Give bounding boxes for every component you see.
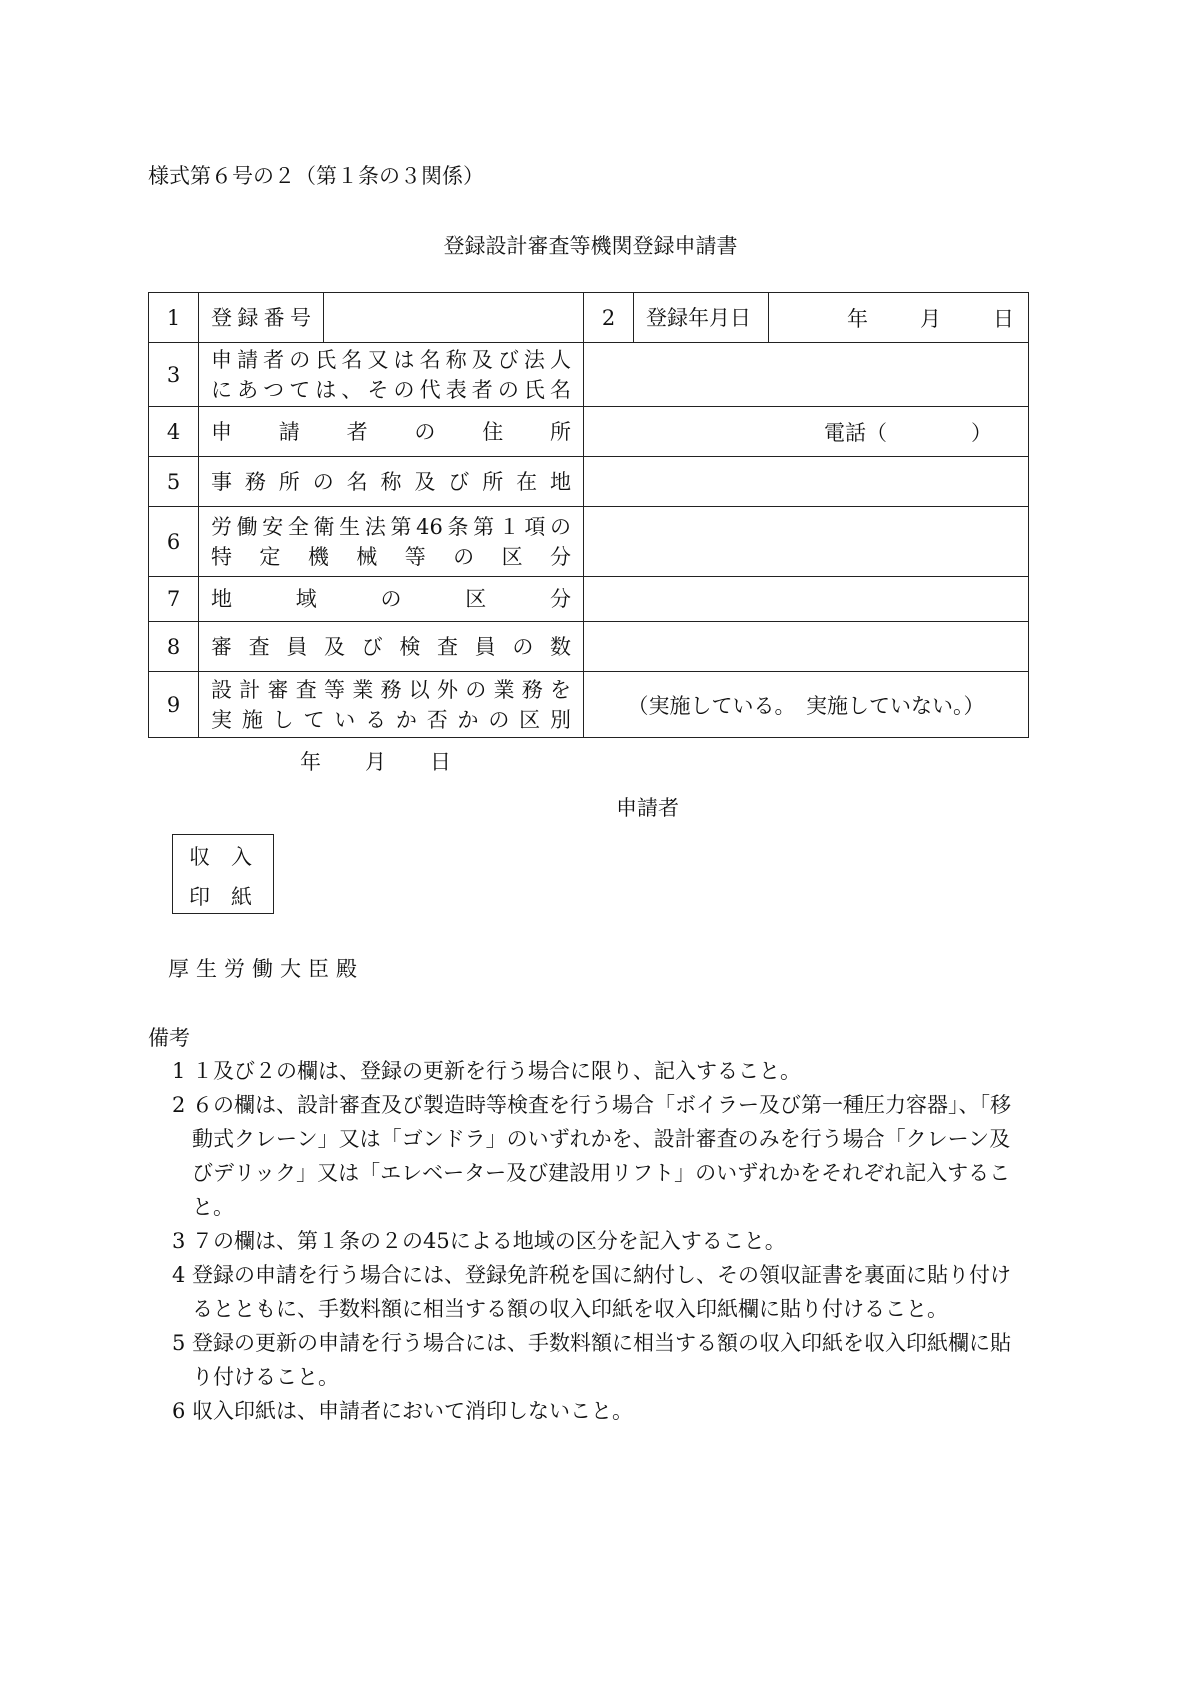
region-label: 地域の区分 <box>199 577 584 622</box>
table-row <box>149 293 1029 343</box>
inspector-count-field[interactable] <box>584 622 1029 672</box>
stamp-label-line1: 収 入 <box>189 845 252 869</box>
notes-heading: 備考 <box>148 1026 190 1050</box>
table-row <box>149 577 1029 622</box>
registration-date-label: 登録年月日 <box>634 293 769 343</box>
note-text: １及び２の欄は、登録の更新を行う場合に限り、記入すること。 <box>192 1059 801 1083</box>
other-business-field[interactable]: （実施している。 実施していない。） <box>584 672 1029 738</box>
application-date <box>300 746 495 776</box>
machine-category-field[interactable] <box>584 507 1029 577</box>
year-label: 年 <box>847 306 868 331</box>
note-text: 登録の申請を行う場合には、登録免許税を国に納付し、その領収証書を裏面に貼り付けるとともに、手数料額に相当する額の収入印紙を収入印紙欄に貼り付けること。 <box>192 1263 1011 1321</box>
registration-date-field[interactable] <box>769 293 1029 343</box>
day-label: 日 <box>430 750 451 774</box>
phone-label: 電話（ ） <box>824 420 992 445</box>
inspector-count-label: 審査員及び検査員の数 <box>199 622 584 672</box>
applicant-address-field[interactable] <box>584 407 1029 457</box>
month-label: 月 <box>365 750 386 774</box>
note-number: 3 <box>172 1229 186 1253</box>
row-number: 1 <box>149 293 199 343</box>
note-text: 収入印紙は、申請者において消印しないこと。 <box>192 1399 633 1423</box>
applicant-name-label: 申請者の氏名又は名称及び法人 にあつては、その代表者の氏名 <box>199 343 584 407</box>
registration-table <box>148 292 1029 738</box>
applicant-name-field[interactable] <box>584 343 1029 407</box>
month-label: 月 <box>920 306 941 331</box>
row-number: 6 <box>149 507 199 577</box>
table-row <box>149 622 1029 672</box>
note-number: 5 <box>172 1331 186 1355</box>
registration-number-label: 登録番号 <box>199 293 324 343</box>
note-item <box>172 1394 1012 1428</box>
note-item <box>172 1258 1012 1326</box>
day-label: 日 <box>993 306 1014 331</box>
document-title: 登録設計審査等機関登録申請書 <box>443 234 738 258</box>
note-item <box>172 1326 1012 1394</box>
row-number: 2 <box>584 293 634 343</box>
note-text: 登録の更新の申請を行う場合には、手数料額に相当する額の収入印紙を収入印紙欄に貼り付けること。 <box>192 1331 1011 1389</box>
table-row <box>149 507 1029 577</box>
table-row <box>149 457 1029 507</box>
stamp-label-line2: 印 紙 <box>189 885 252 909</box>
form-number: 様式第６号の２（第１条の３関係） <box>148 164 484 188</box>
note-item <box>172 1088 1012 1224</box>
table-row <box>149 343 1029 407</box>
row-number: 7 <box>149 577 199 622</box>
note-number: 6 <box>172 1399 186 1423</box>
applicant-address-label: 申請者の住所 <box>199 407 584 457</box>
note-item <box>172 1224 1012 1258</box>
table-row <box>149 407 1029 457</box>
note-number: 1 <box>172 1059 186 1083</box>
row-number: 3 <box>149 343 199 407</box>
note-text: ６の欄は、設計審査及び製造時等検査を行う場合「ボイラー及び第一種圧力容器」、「移動式クレーン」又は「ゴンドラ」のいずれかを、設計審査のみを行う場合「クレーン及びデリック」又は「エレベーター及び建設用リフト」のいずれかをそれぞれ記入すること。 <box>192 1093 1011 1219</box>
row-number: 8 <box>149 622 199 672</box>
revenue-stamp-box[interactable] <box>172 834 274 914</box>
note-text: ７の欄は、第１条の２の45による地域の区分を記入すること。 <box>192 1229 786 1253</box>
addressee: 厚生労働大臣殿 <box>168 957 364 981</box>
office-field[interactable] <box>584 457 1029 507</box>
applicant-label: 申請者 <box>616 796 679 820</box>
year-label: 年 <box>300 750 321 774</box>
row-number: 5 <box>149 457 199 507</box>
office-label: 事務所の名称及び所在地 <box>199 457 584 507</box>
table-row <box>149 672 1029 738</box>
note-number: 4 <box>172 1263 186 1287</box>
note-item <box>172 1054 1012 1088</box>
row-number: 4 <box>149 407 199 457</box>
other-business-label: 設計審査等業務以外の業務を 実施しているか否かの区別 <box>199 672 584 738</box>
row-number: 9 <box>149 672 199 738</box>
machine-category-label: 労働安全衛生法第46条第１項の 特定機械等の区分 <box>199 507 584 577</box>
registration-number-field[interactable] <box>324 293 584 343</box>
note-number: 2 <box>172 1093 186 1117</box>
region-field[interactable] <box>584 577 1029 622</box>
